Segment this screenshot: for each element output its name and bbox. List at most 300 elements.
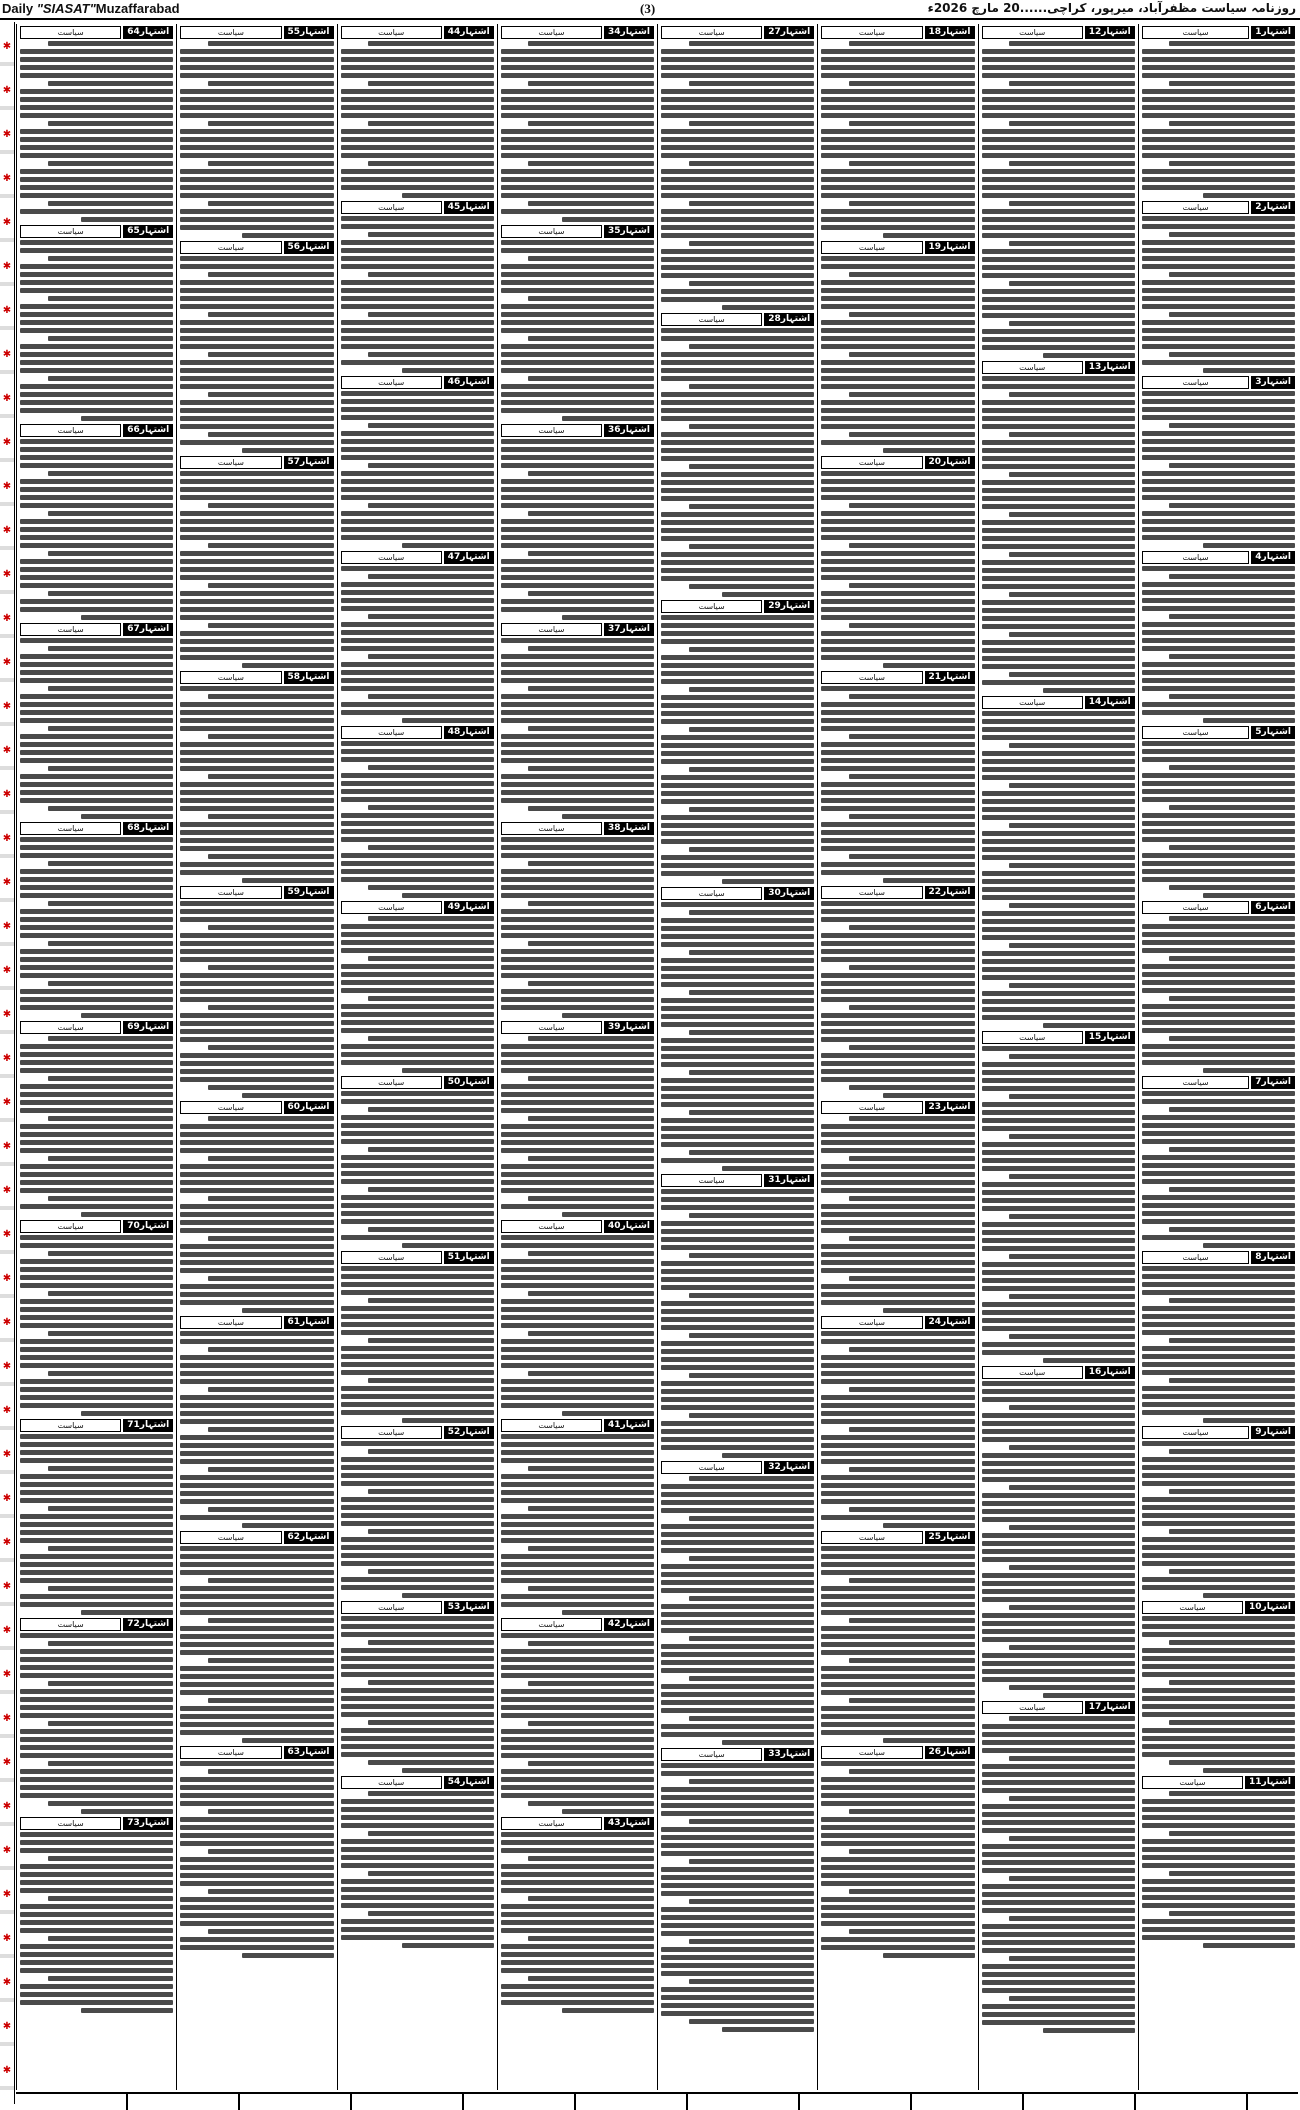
text-line — [501, 1665, 654, 1670]
ad-header — [821, 241, 974, 254]
ad-number: اشتہار49 — [444, 901, 494, 914]
text-line — [402, 893, 494, 898]
text-line — [341, 1012, 494, 1017]
text-line — [1142, 407, 1295, 412]
newspaper-logo: سیاست — [501, 1618, 602, 1631]
text-line — [501, 1705, 654, 1710]
text-line — [821, 1244, 974, 1249]
ad-number: اشتہار45 — [444, 201, 494, 214]
text-line — [20, 65, 173, 70]
text-line — [661, 1668, 814, 1673]
text-line — [368, 1449, 494, 1454]
newspaper-logo: سیاست — [1142, 901, 1250, 914]
text-line — [528, 901, 654, 906]
text-line — [1203, 718, 1295, 723]
text-line — [180, 424, 333, 429]
text-line — [20, 774, 173, 779]
text-line — [661, 440, 814, 445]
text-line — [982, 1126, 1135, 1131]
text-line — [1142, 1370, 1295, 1375]
text-line — [689, 384, 815, 389]
text-line — [20, 893, 173, 898]
side-star-icon: ✱ — [2, 1845, 12, 1856]
ad-body-text — [1142, 1616, 1295, 1773]
text-line — [661, 1484, 814, 1489]
text-line — [821, 1491, 974, 1496]
text-line — [849, 272, 975, 277]
ad-number: اشتہار43 — [604, 1817, 654, 1830]
ad-body-text — [501, 1633, 654, 1814]
text-line — [1043, 1358, 1135, 1363]
text-line — [821, 551, 974, 556]
text-line — [849, 694, 975, 699]
text-line — [341, 288, 494, 293]
text-line — [1009, 1716, 1135, 1721]
text-line — [1169, 1529, 1295, 1534]
text-line — [982, 967, 1135, 972]
text-line — [982, 1102, 1135, 1107]
ad-header — [341, 26, 494, 39]
text-line — [821, 384, 974, 389]
text-line — [1142, 1394, 1295, 1399]
text-line — [368, 1720, 494, 1725]
text-line — [689, 1333, 815, 1338]
classified-ad — [501, 225, 654, 421]
text-line — [982, 1326, 1135, 1331]
text-line — [48, 766, 174, 771]
text-line — [821, 1634, 974, 1639]
text-line — [821, 153, 974, 158]
text-line — [501, 1434, 654, 1439]
text-line — [821, 973, 974, 978]
text-line — [528, 1466, 654, 1471]
text-line — [1142, 1099, 1295, 1104]
text-line — [1169, 1187, 1295, 1192]
ad-header — [661, 1748, 814, 1761]
text-line — [341, 399, 494, 404]
ad-header — [180, 1101, 333, 1114]
text-line — [821, 129, 974, 134]
text-line — [368, 423, 494, 428]
text-line — [982, 584, 1135, 589]
text-line — [528, 1721, 654, 1726]
text-line — [661, 1341, 814, 1346]
text-line — [689, 1476, 815, 1481]
text-line — [20, 1482, 173, 1487]
text-line — [982, 1964, 1135, 1969]
text-line — [982, 225, 1135, 230]
text-line — [341, 964, 494, 969]
ad-number: اشتہار66 — [123, 424, 173, 437]
text-line — [501, 1100, 654, 1105]
text-line — [501, 599, 654, 604]
text-line — [1142, 1163, 1295, 1168]
text-line — [982, 975, 1135, 980]
text-line — [501, 790, 654, 795]
text-line — [821, 1379, 974, 1384]
text-line — [982, 376, 1135, 381]
text-line — [501, 1562, 654, 1567]
text-line — [1142, 1179, 1295, 1184]
text-line — [1142, 797, 1295, 802]
text-line — [501, 1570, 654, 1575]
text-line — [661, 2011, 814, 2016]
text-line — [341, 1616, 494, 1621]
text-line — [982, 233, 1135, 238]
text-line — [982, 129, 1135, 134]
text-line — [1142, 1155, 1295, 1160]
text-line — [341, 1139, 494, 1144]
text-line — [20, 1450, 173, 1455]
text-line — [180, 1690, 333, 1695]
newspaper-logo: سیاست — [501, 822, 602, 835]
text-line — [661, 1987, 814, 1992]
text-line — [368, 845, 494, 850]
text-line — [821, 1602, 974, 1607]
ad-header — [1142, 1426, 1295, 1439]
text-line — [528, 591, 654, 596]
text-line — [661, 1309, 814, 1314]
text-line — [661, 145, 814, 150]
ad-body-text — [20, 1235, 173, 1416]
text-line — [180, 304, 333, 309]
text-line — [661, 855, 814, 860]
text-line — [661, 1269, 814, 1274]
text-line — [982, 775, 1135, 780]
text-line — [341, 757, 494, 762]
text-line — [821, 917, 974, 922]
text-line — [341, 869, 494, 874]
classified-ad — [1142, 901, 1295, 1073]
newspaper-logo: سیاست — [20, 822, 121, 835]
text-line — [1142, 455, 1295, 460]
text-line — [368, 232, 494, 237]
text-line — [1142, 264, 1295, 269]
side-star-icon: ✱ — [2, 1405, 12, 1416]
text-line — [1142, 1752, 1295, 1757]
text-line — [982, 1158, 1135, 1163]
text-line — [501, 869, 654, 874]
text-line — [1142, 169, 1295, 174]
ad-number: اشتہار34 — [604, 26, 654, 39]
text-line — [821, 822, 974, 827]
brand-prefix: Daily — [2, 1, 34, 16]
text-line — [501, 248, 654, 253]
text-line — [1142, 153, 1295, 158]
text-line — [501, 264, 654, 269]
text-line — [1169, 845, 1295, 850]
text-line — [982, 145, 1135, 150]
text-line — [821, 209, 974, 214]
text-line — [883, 878, 975, 883]
ad-body-text — [1142, 1091, 1295, 1248]
text-line — [180, 1411, 333, 1416]
text-line — [1009, 81, 1135, 86]
text-line — [722, 879, 814, 884]
newspaper-logo: سیاست — [501, 225, 602, 238]
text-line — [20, 1403, 173, 1408]
text-line — [661, 1644, 814, 1649]
classified-ad — [341, 1601, 494, 1773]
text-line — [1142, 582, 1295, 587]
ad-header — [1142, 201, 1295, 214]
text-line — [528, 1641, 654, 1646]
text-line — [20, 1204, 173, 1209]
ad-body-text — [982, 1716, 1135, 2033]
text-line — [689, 1939, 815, 1944]
text-line — [1043, 2028, 1135, 2033]
text-line — [1142, 1060, 1295, 1065]
text-line — [1142, 1282, 1295, 1287]
text-line — [180, 1371, 333, 1376]
text-line — [501, 1275, 654, 1280]
text-line — [180, 1029, 333, 1034]
text-line — [661, 1811, 814, 1816]
text-line — [821, 1260, 974, 1265]
text-line — [180, 1825, 333, 1830]
text-line — [341, 185, 494, 190]
text-line — [689, 2019, 815, 2024]
text-line — [180, 822, 333, 827]
text-line — [20, 1458, 173, 1463]
classified-ad — [20, 1220, 173, 1416]
newspaper-logo: سیاست — [1142, 26, 1250, 39]
text-line — [661, 1652, 814, 1657]
classified-ad — [341, 726, 494, 898]
classified-ad — [1142, 1776, 1295, 1948]
text-line — [341, 137, 494, 142]
text-line — [1142, 1656, 1295, 1661]
ad-header — [661, 1461, 814, 1474]
ad-header — [341, 1076, 494, 1089]
ad-number: اشتہار62 — [284, 1531, 334, 1544]
newspaper-logo: سیاست — [821, 671, 922, 684]
text-line — [208, 1578, 334, 1583]
classified-ad — [982, 361, 1135, 693]
text-line — [341, 49, 494, 54]
text-line — [661, 576, 814, 581]
text-line — [341, 1799, 494, 1804]
text-line — [180, 798, 333, 803]
ad-body-text — [821, 1116, 974, 1313]
text-line — [1142, 1863, 1295, 1868]
text-line — [1142, 566, 1295, 571]
text-line — [821, 1268, 974, 1273]
text-line — [821, 440, 974, 445]
text-line — [180, 1475, 333, 1480]
text-line — [849, 1889, 975, 1894]
text-line — [48, 941, 174, 946]
text-line — [180, 551, 333, 556]
text-line — [821, 599, 974, 604]
text-line — [982, 480, 1135, 485]
text-line — [180, 1037, 333, 1042]
text-line — [501, 1458, 654, 1463]
text-line — [180, 264, 333, 269]
text-line — [1142, 1545, 1295, 1550]
ad-number: اشتہار6 — [1251, 901, 1295, 914]
text-line — [501, 65, 654, 70]
text-line — [368, 1187, 494, 1192]
text-line — [20, 1753, 173, 1758]
classified-ad — [20, 424, 173, 620]
text-line — [821, 185, 974, 190]
text-line — [208, 583, 334, 588]
text-line — [20, 750, 173, 755]
ad-column — [817, 24, 977, 2090]
text-line — [528, 511, 654, 516]
text-line — [821, 870, 974, 875]
text-line — [821, 89, 974, 94]
text-line — [180, 1443, 333, 1448]
text-line — [982, 1621, 1135, 1626]
text-line — [689, 1070, 815, 1075]
ad-number: اشتہار67 — [123, 623, 173, 636]
text-line — [661, 1357, 814, 1362]
text-line — [180, 949, 333, 954]
text-line — [821, 1355, 974, 1360]
text-line — [501, 1005, 654, 1010]
text-line — [821, 1021, 974, 1026]
ad-number: اشتہار26 — [925, 1746, 975, 1759]
text-line — [208, 392, 334, 397]
text-line — [180, 1228, 333, 1233]
text-line — [528, 1076, 654, 1081]
text-line — [20, 280, 173, 285]
text-line — [821, 607, 974, 612]
newspaper-logo: سیاست — [821, 241, 922, 254]
text-line — [20, 105, 173, 110]
text-line — [1142, 1028, 1295, 1033]
ad-header — [821, 1531, 974, 1544]
text-line — [982, 1493, 1135, 1498]
text-line — [20, 1729, 173, 1734]
ad-body-text — [501, 240, 654, 421]
text-line — [1169, 694, 1295, 699]
text-line — [180, 830, 333, 835]
text-line — [982, 329, 1135, 334]
text-line — [821, 113, 974, 118]
text-line — [20, 1737, 173, 1742]
text-line — [821, 846, 974, 851]
text-line — [661, 1237, 814, 1242]
text-line — [20, 1172, 173, 1177]
text-line — [1009, 632, 1135, 637]
text-line — [821, 1785, 974, 1790]
ad-number: اشتہار40 — [604, 1220, 654, 1233]
text-line — [242, 663, 334, 668]
ad-header — [180, 456, 333, 469]
text-line — [501, 583, 654, 588]
newspaper-logo: سیاست — [661, 1748, 762, 1761]
side-star-icon: ✱ — [2, 1757, 12, 1768]
classified-ad — [501, 822, 654, 1018]
text-line — [368, 1338, 494, 1343]
text-line — [821, 1443, 974, 1448]
masthead-brand — [2, 1, 180, 16]
classified-ad — [20, 225, 173, 421]
classified-ad — [341, 1426, 494, 1598]
text-line — [180, 225, 333, 230]
newspaper-logo: سیاست — [501, 623, 602, 636]
text-line — [1142, 829, 1295, 834]
classified-ad — [501, 424, 654, 620]
text-line — [208, 1387, 334, 1392]
text-line — [821, 400, 974, 405]
text-line — [341, 821, 494, 826]
ad-header — [341, 726, 494, 739]
text-line — [242, 1308, 334, 1313]
text-line — [849, 161, 975, 166]
text-line — [1142, 415, 1295, 420]
text-line — [661, 958, 814, 963]
text-line — [180, 1268, 333, 1273]
text-line — [1169, 423, 1295, 428]
text-line — [20, 209, 173, 214]
ad-header — [501, 1817, 654, 1830]
text-line — [821, 527, 974, 532]
side-star-icon: ✱ — [2, 525, 12, 536]
text-line — [180, 113, 333, 118]
side-star-icon: ✱ — [2, 261, 12, 272]
text-line — [20, 97, 173, 102]
text-line — [341, 296, 494, 301]
text-line — [501, 1602, 654, 1607]
text-line — [661, 1763, 814, 1768]
text-line — [20, 57, 173, 62]
text-line — [180, 376, 333, 381]
text-line — [180, 471, 333, 476]
text-line — [661, 1285, 814, 1290]
text-line — [849, 1005, 975, 1010]
text-line — [1009, 823, 1135, 828]
text-line — [501, 1745, 654, 1750]
text-line — [180, 1053, 333, 1058]
text-line — [1142, 1561, 1295, 1566]
text-line — [20, 312, 173, 317]
text-line — [661, 1963, 814, 1968]
text-line — [48, 201, 174, 206]
text-line — [501, 193, 654, 198]
text-line — [20, 1307, 173, 1312]
text-line — [368, 503, 494, 508]
text-line — [1169, 272, 1295, 277]
text-line — [849, 1929, 975, 1934]
text-line — [1009, 1836, 1135, 1841]
side-star-icon: ✱ — [2, 1317, 12, 1328]
ad-body-text — [180, 41, 333, 238]
text-line — [20, 1379, 173, 1384]
text-line — [982, 767, 1135, 772]
text-line — [20, 973, 173, 978]
text-line — [1142, 932, 1295, 937]
text-line — [20, 1952, 173, 1957]
text-line — [180, 1459, 333, 1464]
text-line — [982, 544, 1135, 549]
text-line — [982, 345, 1135, 350]
text-line — [20, 1578, 173, 1583]
text-line — [849, 1427, 975, 1432]
text-line — [1169, 1871, 1295, 1876]
text-line — [982, 1653, 1135, 1658]
text-line — [501, 925, 654, 930]
text-line — [1142, 1235, 1295, 1240]
text-line — [341, 749, 494, 754]
text-line — [661, 1437, 814, 1442]
text-line — [341, 1847, 494, 1852]
text-line — [1009, 1485, 1135, 1490]
text-line — [661, 1221, 814, 1226]
